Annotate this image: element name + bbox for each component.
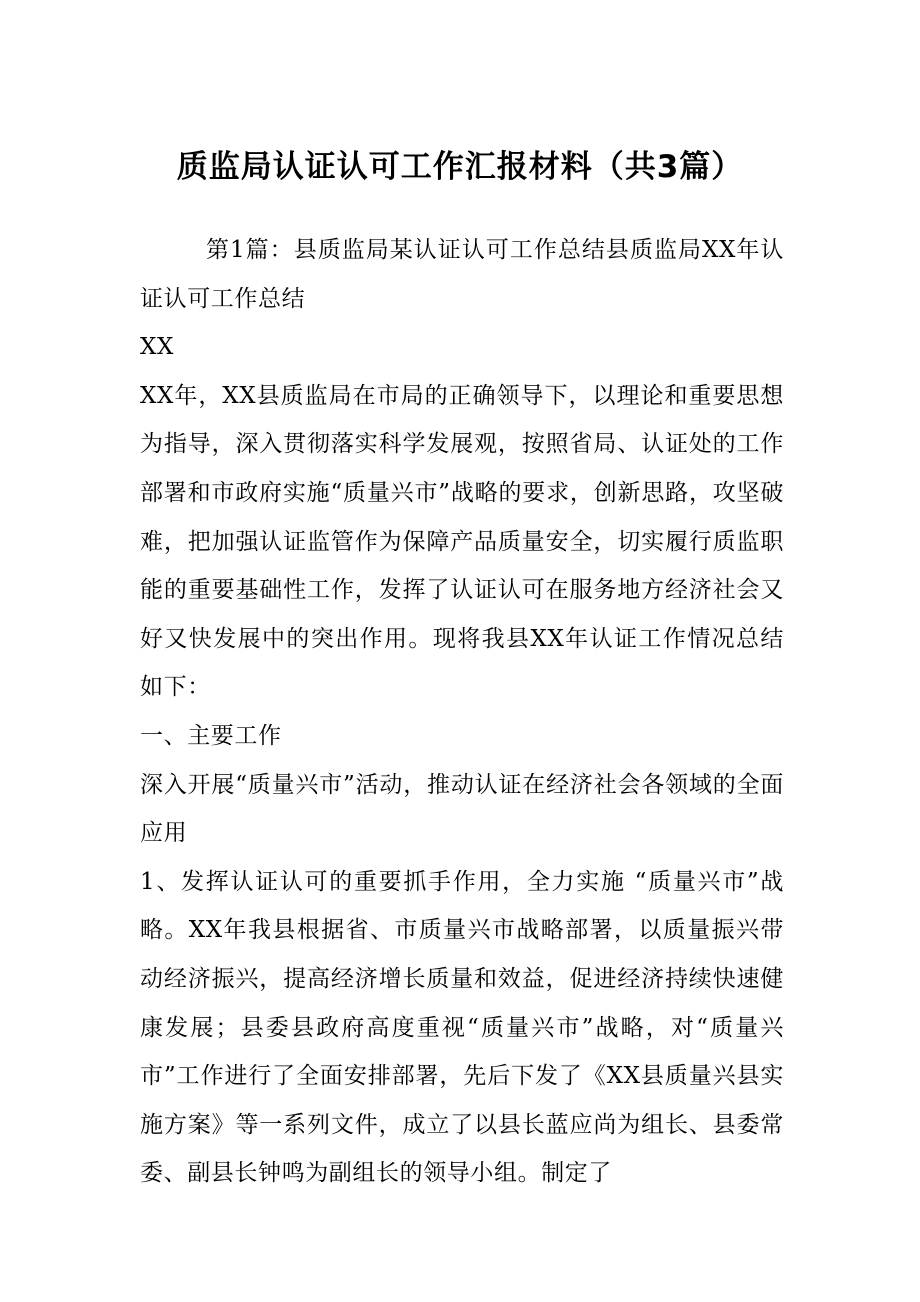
paragraph-placeholder: XX [140, 334, 174, 361]
paragraph-item-1: 1、发挥认证认可的重要抓手作用，全力实施 “质量兴市”战略。XX年我县根据省、市质量兴市战略部署，以质量振兴带动经济振兴，提高经济增长质量和效益，促进经济持续快速健康发展；县委县政府高度重视“质量兴市”战略，对“质量兴市”工作进行了全面安排部署，先后下发了《XX县质量兴县实施方案》等一系列文件，成立了以县长蓝应尚为组长、县委常委、副县长钟鸣为副组长的领导小组。制定了 [140, 868, 784, 1187]
paragraph-subheading: 深入开展“质量兴市”活动，推动认证在经济社会各领域的全面应用 [140, 771, 784, 847]
section-heading-main-work: 一、主要工作 [140, 722, 282, 749]
paragraph-intro: XX年，XX县质监局在市局的正确领导下，以理论和重要思想为指导，深入贯彻落实科学发展观，按照省局、认证处的工作部署和市政府实施“质量兴市”战略的要求，创新思路，攻坚破难，把加强认证监管作为保障产品质量安全，切实履行质监职能的重要基础性工作，发挥了认证认可在服务地方经济社会又好又快发展中的突出作用。现将我县XX年认证工作情况总结如下： [140, 382, 784, 701]
document-title: 质监局认证认可工作汇报材料（共3篇） [176, 149, 744, 185]
document-body [140, 226, 784, 1198]
paragraph-chapter-heading: 第1篇：县质监局某认证认可工作总结县质监局XX年认证认可工作总结 [140, 237, 784, 312]
